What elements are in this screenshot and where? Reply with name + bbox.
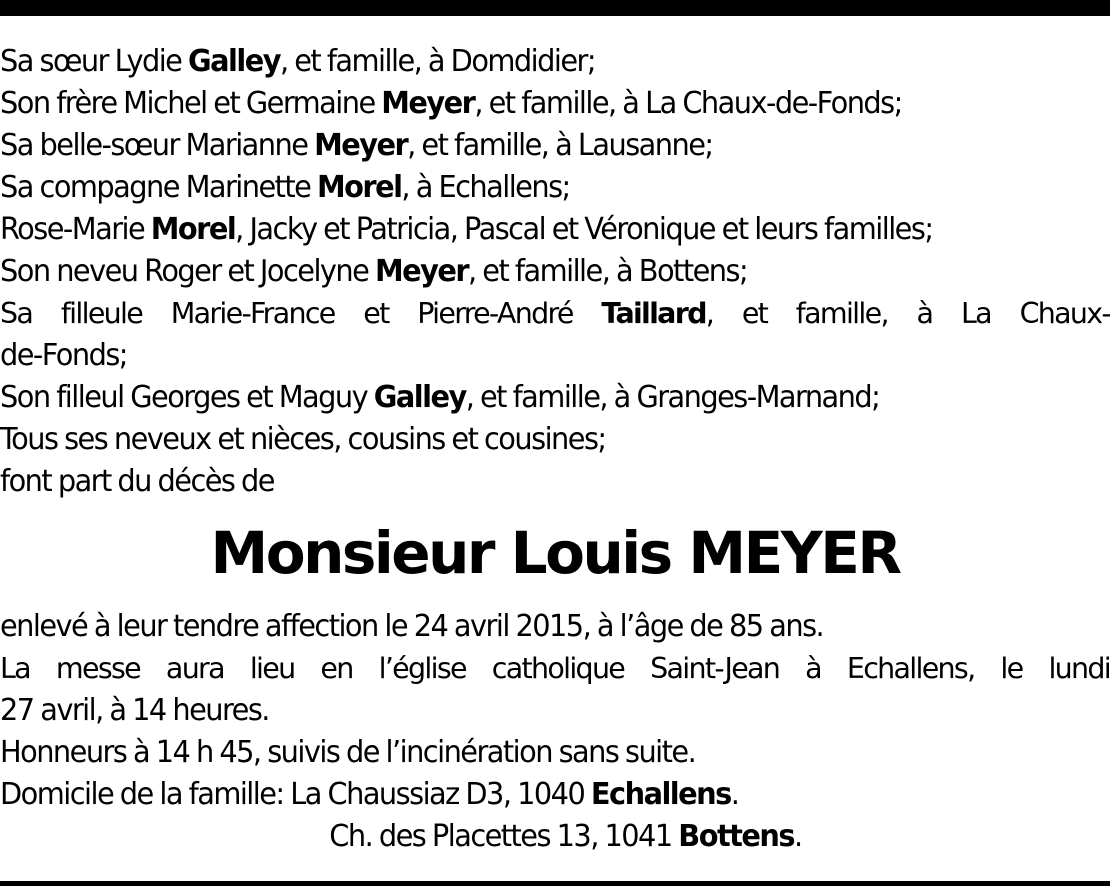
family-line: Son neveu Roger et Jocelyne Meyer, et famille, à Bottens;	[0, 254, 748, 289]
family-announcement	[0, 41, 1110, 503]
family-line: de-Fonds;	[0, 338, 127, 373]
address-line: Ch. des Placettes 13, 1041 Bottens.	[329, 819, 802, 854]
family-line: Sa filleule Marie-France et Pierre-André Taillard, et famille, à La Chaux-	[0, 297, 1110, 330]
detail-line: 27 avril, à 14 heures.	[0, 693, 269, 728]
family-line: Sa sœur Lydie Galley, et famille, à Domdidier;	[0, 44, 596, 79]
detail-line: Honneurs à 14 h 45, suivis de l’incinération sans suite.	[0, 735, 696, 770]
family-line: font part du décès de	[0, 464, 274, 499]
detail-line: enlevé à leur tendre affection le 24 avril 2015, à l’âge de 85 ans.	[0, 609, 824, 644]
bottom-rule	[0, 881, 1110, 886]
funeral-details	[0, 606, 1110, 858]
family-line: Son filleul Georges et Maguy Galley, et famille, à Granges-Marnand;	[0, 380, 880, 415]
address-line: Domicile de la famille: La Chaussiaz D3, 1040 Echallens.	[0, 777, 739, 812]
family-line: Sa compagne Marinette Morel, à Echallens;	[0, 170, 570, 205]
family-line: Tous ses neveux et nièces, cousins et cousines;	[0, 422, 606, 457]
family-line: Sa belle-sœur Marianne Meyer, et famille, à Lausanne;	[0, 128, 713, 163]
deceased-name-heading: Monsieur Louis MEYER	[210, 519, 900, 587]
family-line: Son frère Michel et Germaine Meyer, et famille, à La Chaux-de-Fonds;	[0, 86, 902, 121]
top-rule	[0, 0, 1110, 16]
detail-line: La messe aura lieu en l’église catholique Saint-Jean à Echallens, le lundi	[0, 652, 1110, 685]
family-line: Rose-Marie Morel, Jacky et Patricia, Pascal et Véronique et leurs familles;	[0, 212, 933, 247]
